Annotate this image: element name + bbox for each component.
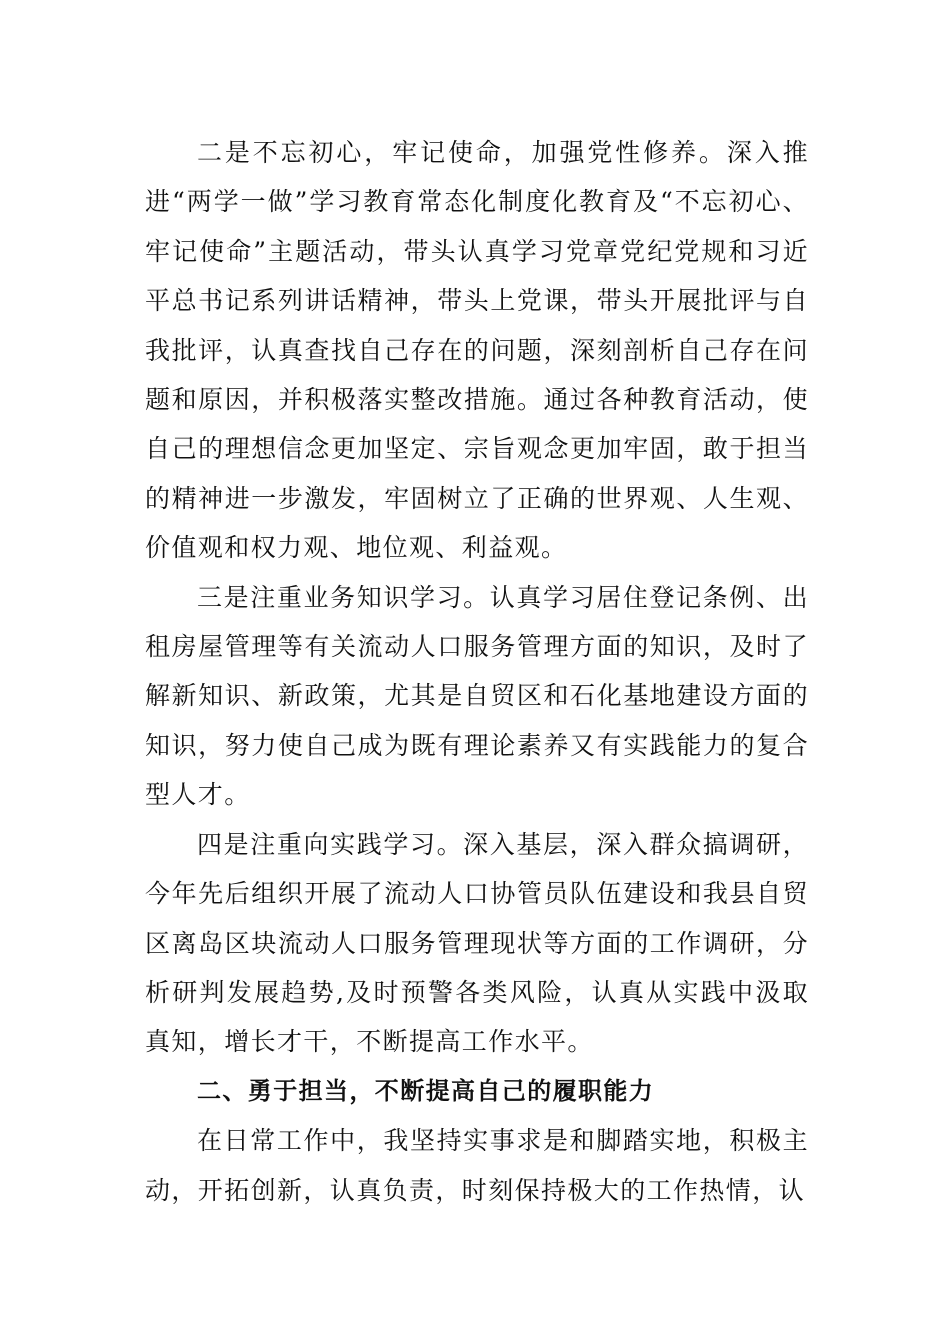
section-heading: 二、勇于担当，不断提高自己的履职能力 xyxy=(197,1076,655,1105)
paragraph-daily-work: 在日常工作中，我坚持实事求是和脚踏实地，积极主动，开拓创新，认真负责，时刻保持极大的工作热情，认 xyxy=(145,1126,809,1205)
paragraph-party-spirit: 二是不忘初心，牢记使命，加强党性修养。深入推进“两学一做”学习教育常态化制度化教育及“不忘初心、牢记使命”主题活动，带头认真学习党章党纪党规和习近平总书记系列讲话精神，带头上党课，带头开展批评与自我批评，认真查找自己存在的问题，深刻剖析自己存在问题和原因，并积极落实整改措施。通过各种教育活动，使自己的理想信念更加坚定、宗旨观念更加牢固，敢于担当的精神进一步激发，牢固树立了正确的世界观、人生观、价值观和权力观、地位观、利益观。 xyxy=(145,138,809,563)
paragraph-business-knowledge: 三是注重业务知识学习。认真学习居住登记条例、出租房屋管理等有关流动人口服务管理方面的知识，及时了解新知识、新政策，尤其是自贸区和石化基地建设方面的知识，努力使自己成为既有理论素养又有实践能力的复合型人才。 xyxy=(145,582,809,810)
paragraph-practice-learning: 四是注重向实践学习。深入基层，深入群众搞调研，今年先后组织开展了流动人口协管员队伍建设和我县自贸区离岛区块流动人口服务管理现状等方面的工作调研，分析研判发展趋势,及时预警各类风险，认真从实践中汲取真知，增长才干，不断提高工作水平。 xyxy=(145,829,809,1057)
document-body xyxy=(145,128,809,1215)
